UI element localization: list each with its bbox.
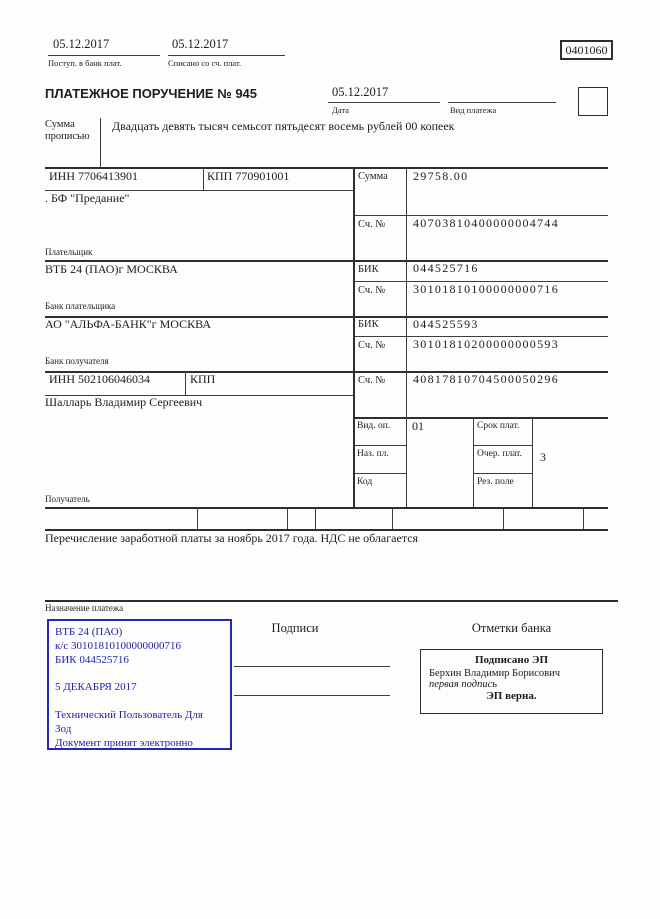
code-label: Код	[357, 477, 373, 487]
bank-marks-box	[420, 649, 603, 714]
payer-bank-account-label: Сч. №	[358, 285, 386, 296]
signer-name: Берхин Владимир Борисович	[429, 668, 560, 679]
signature-kind: первая подпись	[429, 679, 498, 690]
payer-bank-account: 30101810100000000716	[413, 282, 559, 296]
payer-bank-bik-label: БИК	[358, 264, 379, 275]
table-line	[45, 507, 608, 509]
payer-kpp: КПП 770901001	[207, 169, 290, 183]
amount-words-value: Двадцать девять тысяч семьсот пятьдесят восемь рублей 00 копеек	[112, 119, 455, 133]
table-divider	[353, 167, 355, 507]
beneficiary-section-label: Получатель	[45, 494, 90, 504]
stamp-corr-account: к/с 30101810100000000716	[55, 640, 182, 652]
signature-line-2	[234, 695, 390, 696]
payer-account-label: Сч. №	[358, 219, 386, 230]
tax-field-divider	[583, 507, 584, 529]
purpose-text: Перечисление заработной платы за ноябрь 2017 года. НДС не облагается	[45, 531, 419, 545]
table-divider	[203, 167, 204, 190]
received-date-underline	[48, 55, 160, 56]
payer-bank-bik: 044525716	[413, 261, 479, 275]
bank-electronic-stamp	[47, 619, 232, 750]
term-label: Срок плат.	[477, 421, 520, 431]
beneficiary-bank-bik-label: БИК	[358, 319, 379, 330]
amount-words-label: Сумма прописью	[45, 119, 90, 143]
table-line	[353, 473, 406, 474]
received-date: 05.12.2017	[53, 37, 110, 51]
signed-title: Подписано ЭП	[474, 654, 549, 666]
beneficiary-bank-section-label: Банк получателя	[45, 356, 109, 366]
payer-inn: ИНН 7706413901	[49, 169, 138, 183]
payer-name: . БФ "Предание"	[45, 191, 130, 205]
beneficiary-bank-account: 30101810200000000593	[413, 337, 559, 351]
beneficiary-account-label: Сч. №	[358, 375, 386, 386]
tax-field-divider	[503, 507, 504, 529]
stamp-user-line2: Зод	[55, 723, 72, 735]
purpose-line	[45, 600, 618, 602]
beneficiary-bank-name: АО "АЛЬФА-БАНК"г МОСКВА	[45, 317, 212, 331]
purpose-label: Назначение платежа	[45, 603, 124, 613]
debited-date-underline	[168, 55, 285, 56]
table-divider	[406, 167, 407, 507]
received-date-label: Поступ. в банк плат.	[48, 58, 122, 68]
tax-field-divider	[392, 507, 393, 529]
amount-words-divider	[100, 118, 101, 167]
beneficiary-bank-bik: 044525593	[413, 317, 479, 331]
table-divider	[532, 417, 533, 507]
sum-label: Сумма	[358, 171, 388, 182]
signature-verified: ЭП верна.	[486, 690, 537, 702]
date-label: Дата	[332, 105, 349, 115]
sum-value: 29758.00	[413, 169, 469, 183]
debited-date: 05.12.2017	[172, 37, 229, 51]
table-line	[473, 445, 532, 446]
signature-line-1	[234, 666, 390, 667]
stamp-bank-name: ВТБ 24 (ПАО)	[55, 626, 123, 638]
tax-field-divider	[287, 507, 288, 529]
payment-type-label: Вид платежа	[450, 105, 497, 115]
document-date: 05.12.2017	[332, 85, 389, 99]
table-line	[353, 445, 406, 446]
payment-type-box	[578, 87, 608, 116]
stamp-bik: БИК 044525716	[55, 654, 129, 666]
bank-marks-heading: Отметки банка	[471, 621, 552, 635]
table-divider	[473, 417, 474, 507]
reserve-label: Рез. поле	[477, 477, 514, 487]
form-code: 0401060	[565, 42, 608, 57]
tax-field-divider	[197, 507, 198, 529]
operation-type: 01	[412, 419, 424, 433]
table-divider	[185, 371, 186, 395]
beneficiary-account: 40817810704500050296	[413, 372, 559, 386]
payer-section-label: Плательщик	[45, 247, 93, 257]
tax-field-divider	[315, 507, 316, 529]
stamp-user-line1: Технический Пользователь Для	[55, 709, 203, 721]
payer-bank-name: ВТБ 24 (ПАО)г МОСКВА	[45, 262, 178, 276]
beneficiary-inn: ИНН 502106046034	[49, 372, 150, 386]
document-title: ПЛАТЕЖНОЕ ПОРУЧЕНИЕ № 945	[45, 86, 258, 101]
form-code-box	[560, 40, 613, 60]
table-line	[473, 473, 532, 474]
signatures-heading: Подписи	[271, 621, 319, 635]
purpose-code-label: Наз. пл.	[357, 449, 389, 459]
date-underline	[328, 102, 440, 103]
operation-type-label: Вид. оп.	[357, 421, 391, 431]
beneficiary-kpp-label: КПП	[190, 372, 216, 386]
table-line	[353, 417, 608, 419]
payer-account: 40703810400000004744	[413, 216, 559, 230]
order-label: Очер. плат.	[477, 449, 522, 459]
payer-bank-section-label: Банк плательщика	[45, 301, 116, 311]
debited-date-label: Списано со сч. плат.	[168, 58, 242, 68]
stamp-date: 5 ДЕКАБРЯ 2017	[55, 681, 137, 693]
beneficiary-name: Шалларь Владимир Сергеевич	[45, 395, 203, 409]
beneficiary-bank-account-label: Сч. №	[358, 340, 386, 351]
order-value: 3	[540, 450, 546, 464]
payment-type-underline	[448, 102, 556, 103]
stamp-accepted: Документ принят электронно	[55, 737, 193, 749]
